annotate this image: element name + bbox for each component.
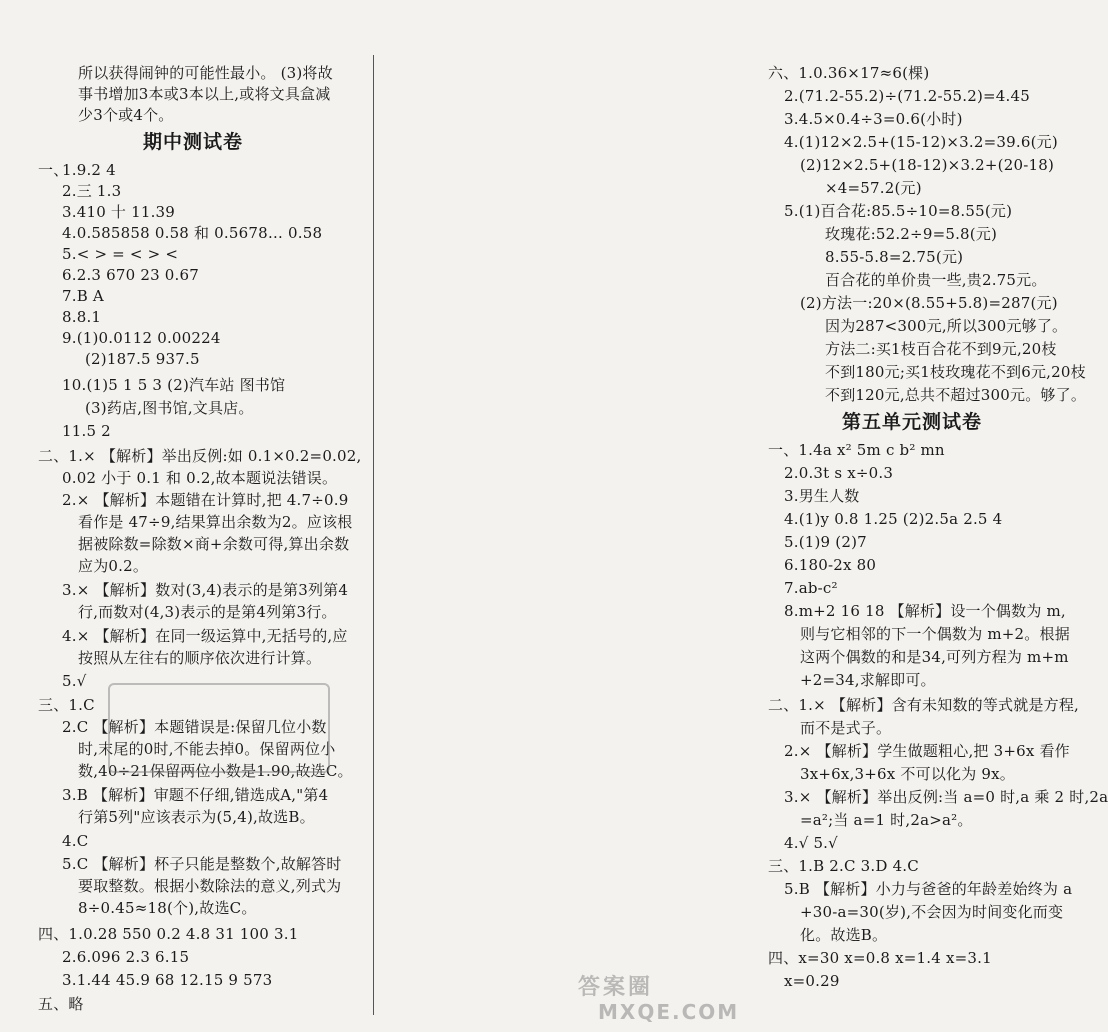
text-line: ×4=57.2(元) (825, 179, 922, 197)
text-line: 3.B 【解析】审题不仔细,错选成A,"第4 (62, 786, 329, 804)
text-line: 六、1.0.36×17≈6(棵) (768, 64, 930, 82)
text-line: 5.(1)9 (2)7 (784, 533, 867, 551)
text-line: 8.55-5.8=2.75(元) (825, 248, 964, 266)
text-line: 3.× 【解析】举出反例:当 a=0 时,a 乘 2 时,2a (784, 788, 1108, 806)
text-line: 化。故选B。 (800, 926, 888, 944)
text-line: 三、1.C (38, 696, 95, 714)
text-line: (2)12×2.5+(18-12)×3.2+(20-18) (800, 156, 1055, 174)
text-line: 百合花的单价贵一些,贵2.75元。 (825, 271, 1047, 289)
text-line: 5.C 【解析】杯子只能是整数个,故解答时 (62, 855, 342, 873)
text-line: 1.9.2 4 (62, 161, 116, 179)
text-line: 8.8.1 (62, 308, 102, 326)
text-line: 2.(71.2-55.2)÷(71.2-55.2)=4.45 (784, 87, 1030, 105)
text-line: 6.2.3 670 23 0.67 (62, 266, 199, 284)
section-prefix: 一、 (38, 161, 69, 179)
text-line: 5.(1)百合花:85.5÷10=8.55(元) (784, 202, 1013, 220)
text-line: 5.√ (62, 672, 87, 690)
text-line: 要取整数。根据小数除法的意义,列式为 (78, 877, 342, 895)
section-heading: 期中测试卷 (143, 131, 244, 153)
text-line: 3.1.44 45.9 68 12.15 9 573 (62, 971, 273, 989)
text-line: 所以获得闹钟的可能性最小。 (3)将故 (78, 64, 333, 82)
text-line: 按照从左往右的顺序依次进行计算。 (78, 649, 322, 667)
text-line: 事书增加3本或3本以上,或将文具盒减 (78, 85, 331, 103)
text-line: 3.4.5×0.4÷3=0.6(小时) (784, 110, 963, 128)
text-line: 看作是 47÷9,结果算出余数为2。应该根 (78, 513, 353, 531)
text-line: 2.0.3t s x÷0.3 (784, 464, 894, 482)
text-line: 6.180-2x 80 (784, 556, 877, 574)
text-line: 三、1.B 2.C 3.D 4.C (768, 857, 919, 875)
text-line: x=0.29 (784, 972, 840, 990)
text-line: 9.(1)0.0112 0.00224 (62, 329, 221, 347)
text-line: 而不是式子。 (800, 719, 892, 737)
text-line: 4.0.585858 0.58 和 0.5678… 0.58 (62, 224, 323, 242)
text-line: 10.(1)5 1 5 3 (2)汽车站 图书馆 (62, 376, 286, 394)
text-line: 11.5 2 (62, 422, 111, 440)
text-line: =a²;当 a=1 时,2a>a²。 (800, 811, 973, 829)
text-line: +30-a=30(岁),不会因为时间变化而变 (800, 903, 1064, 921)
text-line: 0.02 小于 0.1 和 0.2,故本题说法错误。 (62, 469, 338, 487)
text-line: 四、x=30 x=0.8 x=1.4 x=3.1 (768, 949, 992, 967)
text-line: 时,末尾的0时,不能去掉0。保留两位小 (78, 740, 336, 758)
text-line: 2.× 【解析】本题错在计算时,把 4.7÷0.9 (62, 491, 349, 509)
text-line: 行,而数对(4,3)表示的是第4列第3行。 (78, 603, 337, 621)
text-line: +2=34,求解即可。 (800, 671, 936, 689)
text-line: 四、1.0.28 550 0.2 4.8 31 100 3.1 (38, 925, 299, 943)
text-line: 2.C 【解析】本题错误是:保留几位小数 (62, 718, 327, 736)
text-line: 应为0.2。 (78, 557, 149, 575)
text-line: (2)187.5 937.5 (85, 350, 200, 368)
text-line: 不到120元,总共不超过300元。够了。 (825, 386, 1087, 404)
text-line: (3)药店,图书馆,文具店。 (85, 399, 254, 417)
text-line: 据被除数=除数×商+余数可得,算出余数 (78, 535, 350, 553)
text-line: 玫瑰花:52.2÷9=5.8(元) (825, 225, 998, 243)
text-line: 4.C (62, 832, 89, 850)
text-line: 2.三 1.3 (62, 182, 122, 200)
text-line: 3x+6x,3+6x 不可以化为 9x。 (800, 765, 1015, 783)
text-line: 2.× 【解析】学生做题粗心,把 3+6x 看作 (784, 742, 1070, 760)
text-line: 一、1.4a x² 5m c b² mn (768, 441, 945, 459)
text-line: 4.(1)y 0.8 1.25 (2)2.5a 2.5 4 (784, 510, 1003, 528)
text-line: 3.× 【解析】数对(3,4)表示的是第3列第4 (62, 581, 349, 599)
text-line: 2.6.096 2.3 6.15 (62, 948, 190, 966)
site-watermark (568, 968, 743, 1028)
text-line: 5.< > = < > < (62, 245, 179, 263)
section-heading: 第五单元测试卷 (842, 411, 983, 433)
text-line: 数,40÷21保留两位小数是1.90,故选C。 (78, 762, 353, 780)
text-line: 二、1.× 【解析】含有未知数的等式就是方程, (768, 696, 1080, 714)
text-line: 8÷0.45≈18(个),故选C。 (78, 899, 257, 917)
column-divider (373, 55, 374, 1015)
text-line: 7.ab-c² (784, 579, 838, 597)
text-line: 这两个偶数的和是34,可列方程为 m+m (800, 648, 1069, 666)
text-line: 少3个或4个。 (78, 106, 174, 124)
text-line: 二、1.× 【解析】举出反例:如 0.1×0.2=0.02, (38, 447, 362, 465)
text-line: 方法二:买1枝百合花不到9元,20枝 (825, 340, 1057, 358)
text-line: 不到180元;买1枝玫瑰花不到6元,20枝 (825, 363, 1086, 381)
text-line: 五、略 (38, 995, 84, 1013)
text-line: (2)方法一:20×(8.55+5.8)=287(元) (800, 294, 1058, 312)
text-line: 5.B 【解析】小力与爸爸的年龄差始终为 a (784, 880, 1073, 898)
text-line: 3.男生人数 (784, 487, 860, 505)
text-line: 则与它相邻的下一个偶数为 m+2。根据 (800, 625, 1070, 643)
text-line: 3.410 十 11.39 (62, 203, 176, 221)
text-line: 因为287<300元,所以300元够了。 (825, 317, 1068, 335)
watermark-url: MXQE.COM (598, 1000, 740, 1024)
text-line: 7.B A (62, 287, 104, 305)
text-line: 4.√ 5.√ (784, 834, 838, 852)
ink-stamp (108, 683, 330, 773)
text-line: 行第5列"应该表示为(5,4),故选B。 (78, 808, 315, 826)
text-line: 8.m+2 16 18 【解析】设一个偶数为 m, (784, 602, 1066, 620)
watermark-text: 答案圈 (578, 975, 654, 1000)
text-line: 4.× 【解析】在同一级运算中,无括号的,应 (62, 627, 348, 645)
text-line: 4.(1)12×2.5+(15-12)×3.2=39.6(元) (784, 133, 1058, 151)
